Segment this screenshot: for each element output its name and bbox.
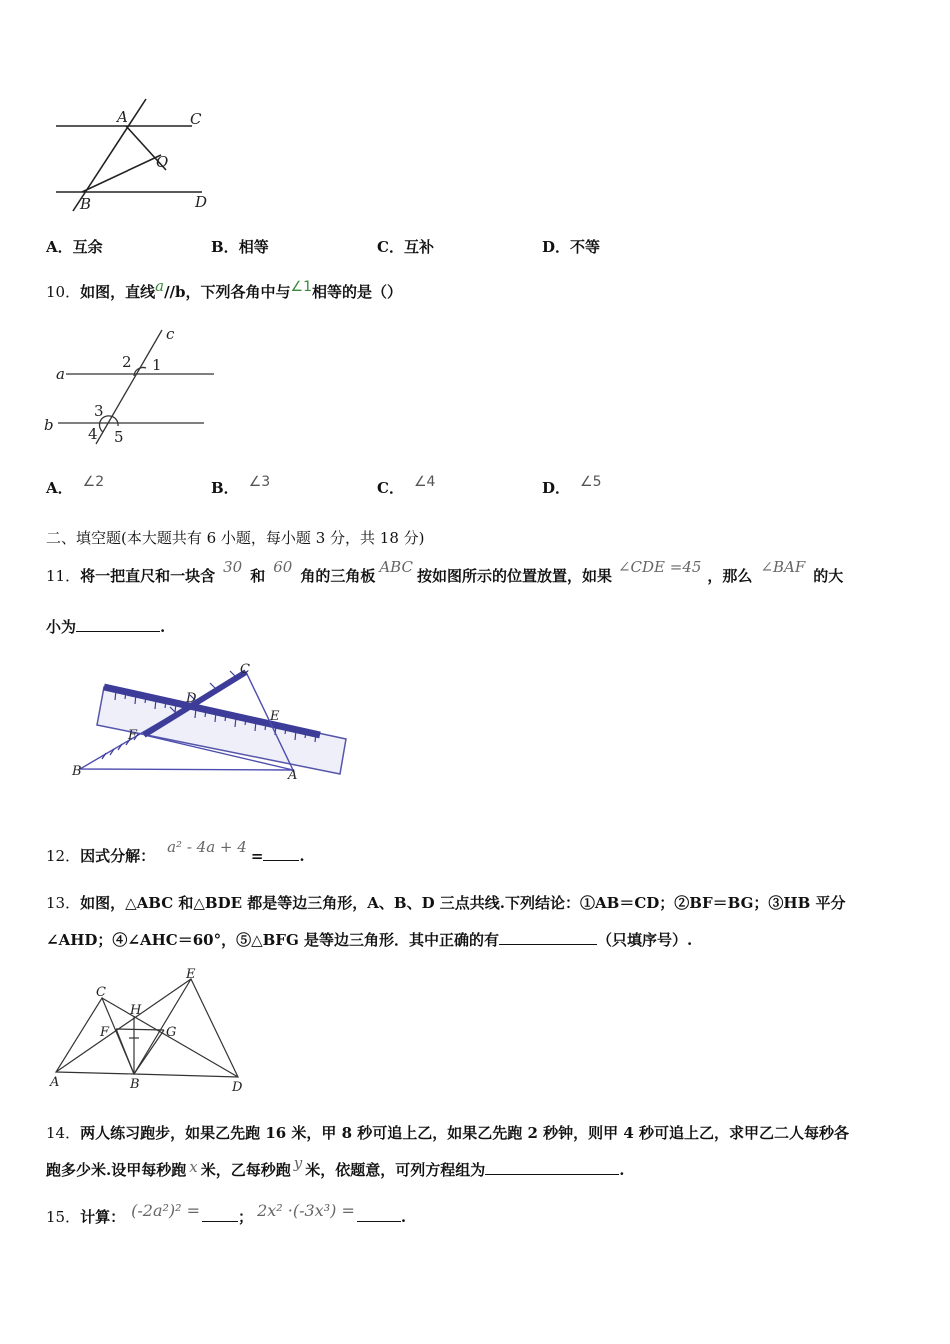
q11-stem: 11．将一把直尺和一块含 30 和 60 角的三角板 ABC 按如图所示的位置放置，如果 ∠CDE =45 ，那么 ∠BAF 的大 <box>46 558 844 585</box>
q9-option-c[interactable]: C．互补 <box>377 238 434 256</box>
q11-label-b: B <box>72 764 82 779</box>
q15-expression-2: 2x² ·(-3x³) = <box>257 1201 355 1220</box>
q10-label-a: a <box>56 365 65 383</box>
q10-stem: 10．如图，直线a//b，下列各角中与∠1相等的是（） <box>46 277 402 301</box>
q10-label-c: c <box>166 325 175 343</box>
q12-stem: 12．因式分解： a² - 4a + 4 = . <box>46 838 305 865</box>
q15-expression-1: (-2a²)² = <box>131 1201 201 1220</box>
q10-label-3: 3 <box>94 402 104 420</box>
q14-answer-blank[interactable] <box>485 1160 619 1175</box>
q11-label-c: C <box>240 662 250 677</box>
q9-option-b[interactable]: B．相等 <box>211 238 269 256</box>
q12-answer-blank[interactable] <box>263 846 299 861</box>
q9-label-a: A <box>117 108 128 126</box>
q10-label-2: 2 <box>122 353 132 371</box>
q13-answer-blank[interactable] <box>499 930 597 945</box>
q13-label-c: C <box>96 985 106 1000</box>
q10-option-c[interactable]: C． ∠4 <box>377 474 436 497</box>
q14-stem-line2: 跑多少米.设甲每秒跑 x 米，乙每秒跑 y 米，依题意，可列方程组为 . <box>46 1154 625 1179</box>
q10-label-4: 4 <box>88 425 98 443</box>
q10-math-angle1: ∠1 <box>290 279 312 295</box>
q11-label-f: F <box>128 728 138 743</box>
q11-label-e: E <box>270 709 280 724</box>
q14-stem-line1: 14．两人练习跑步，如果乙先跑 16 米，甲 8 秒可追上乙，如果乙先跑 2 秒钟，则甲 4 秒可追上乙，求甲乙二人每秒各 <box>46 1124 850 1142</box>
q11-label-d: D <box>186 691 197 706</box>
q10-math-a: a <box>155 277 165 295</box>
q10-option-d[interactable]: D． ∠5 <box>542 474 602 497</box>
q11-stem-line2: 小为 . <box>46 618 166 636</box>
q12-expression: a² - 4a + 4 <box>167 838 247 856</box>
q10-label-5: 5 <box>114 428 124 446</box>
q11-label-a: A <box>288 768 298 783</box>
q13-figure <box>46 966 256 1096</box>
q11-figure <box>66 655 356 785</box>
q13-label-h: H <box>130 1003 142 1018</box>
q10-option-a[interactable]: A． ∠2 <box>46 474 105 497</box>
q15-answer-blank-2[interactable] <box>357 1207 401 1222</box>
q9-label-d: D <box>195 193 208 211</box>
section-2-heading: 二、填空题(本大题共有 6 小题，每小题 3 分，共 18 分) <box>46 529 425 547</box>
q13-label-b: B <box>130 1077 140 1092</box>
q13-stem-line1: 13．如图，△ABC 和△BDE 都是等边三角形，A、B、D 三点共线.下列结论：①AB＝CD；②BF＝BG；③HB 平分 <box>46 894 846 912</box>
q13-label-f: F <box>100 1025 110 1040</box>
q11-answer-blank[interactable] <box>76 617 160 632</box>
q9-label-o: O <box>156 153 169 171</box>
q13-label-e: E <box>186 967 196 982</box>
q10-option-b[interactable]: B． ∠3 <box>211 474 271 497</box>
q10-label-1: 1 <box>152 356 162 374</box>
q10-label-b: b <box>44 416 54 434</box>
q13-label-g: G <box>166 1025 177 1040</box>
q10-figure <box>40 322 225 450</box>
q9-option-a[interactable]: A．互余 <box>46 238 103 256</box>
q15-answer-blank-1[interactable] <box>202 1207 238 1222</box>
q13-stem-line2: ∠AHD；④∠AHC＝60°，⑤△BFG 是等边三角形．其中正确的有 （只填序号）. <box>46 931 693 949</box>
q15-stem: 15．计算： (-2a²)² = ； 2x² ·(-3x³) = . <box>46 1201 407 1226</box>
q13-label-a: A <box>50 1075 60 1090</box>
q13-label-d: D <box>232 1080 243 1095</box>
q9-label-c: C <box>190 110 202 128</box>
q9-option-d[interactable]: D．不等 <box>542 238 601 256</box>
q9-label-b: B <box>80 195 92 213</box>
q9-figure <box>46 95 226 220</box>
